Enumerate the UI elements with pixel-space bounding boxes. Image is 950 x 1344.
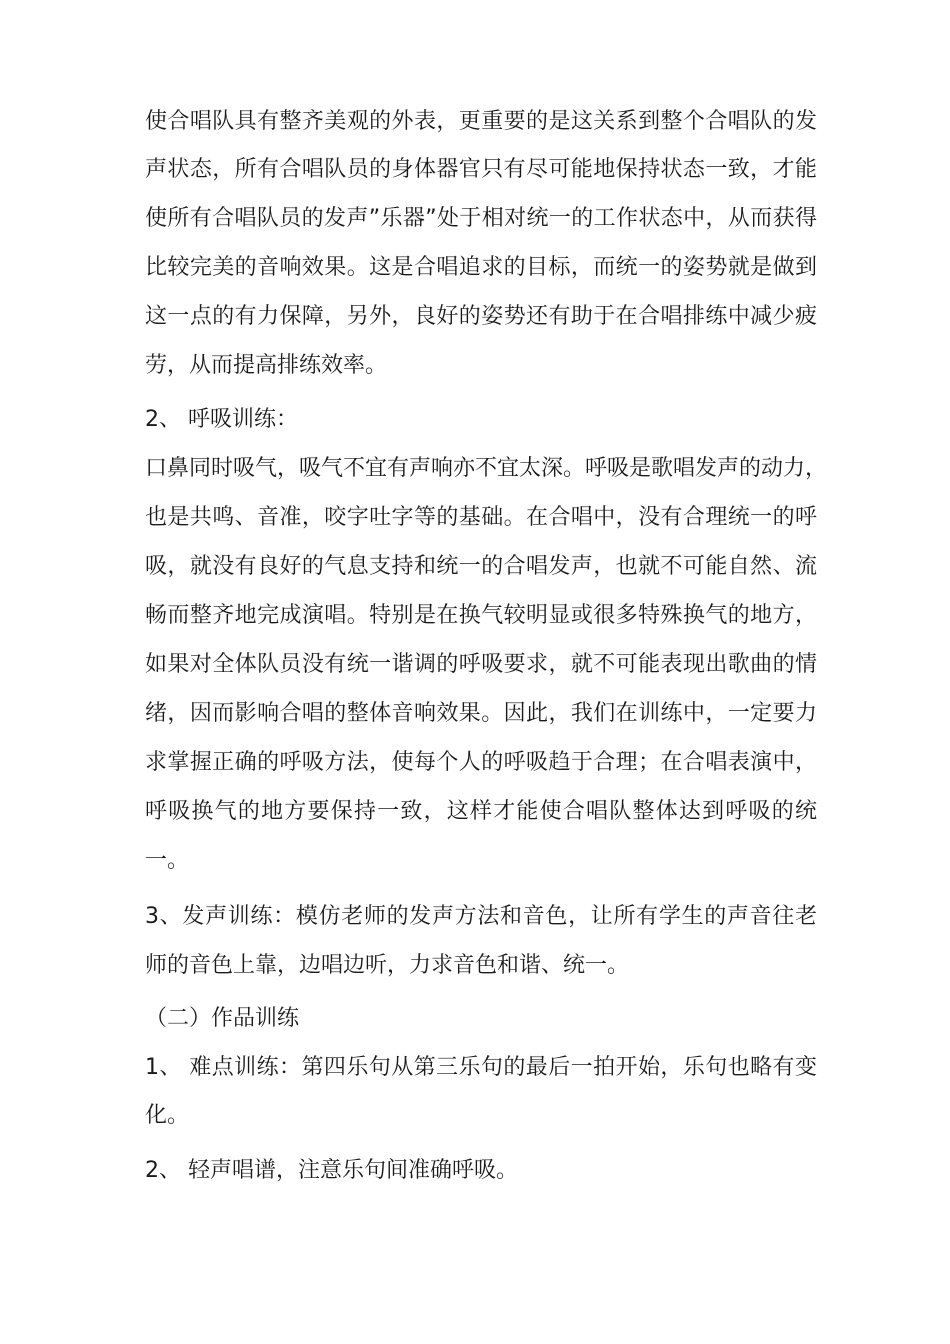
paragraph-line-8: 口鼻同时吸气，吸气不宜有声响亦不宜太深。呼吸是歌唱发声的动力， [145,456,828,481]
paragraph-line-10: 吸，就没有良好的气息支持和统一的合唱发声，也就不可能自然、流 [145,554,817,579]
paragraph-line-4: 比较完美的音响效果。这是合唱追求的目标，而统一的姿势就是做到 [145,255,817,280]
paragraph-line-5: 这一点的有力保障，另外，良好的姿势还有助于在合唱排练中减少疲 [145,304,817,329]
paragraph-line-2: 声状态，所有合唱队员的身体器官只有尽可能地保持状态一致，才能 [145,157,817,182]
section-heading-breathing: 2、 呼吸训练： [145,407,298,432]
list-item-1-continuation: 化。 [145,1103,190,1128]
paragraph-line-9: 也是共鸣、音准，咬字吐字等的基础。在合唱中，没有合理统一的呼 [145,505,817,530]
paragraph-line-6: 劳，从而提高排练效率。 [145,353,388,378]
list-item-2: 2、 轻声唱谱，注意乐句间准确呼吸。 [145,1158,518,1183]
paragraph-line-12: 如果对全体队员没有统一谐调的呼吸要求，就不可能表现出歌曲的情 [145,652,817,677]
section-heading-works: （二）作品训练 [145,1006,300,1031]
paragraph-line-1: 使合唱队具有整齐美观的外表，更重要的是这关系到整个合唱队的发 [145,109,817,134]
paragraph-line-16: 一。 [145,848,190,873]
paragraph-line-15: 呼吸换气的地方要保持一致，这样才能使合唱队整体达到呼吸的统 [145,799,817,824]
list-item-1: 1、 难点训练：第四乐句从第三乐句的最后一拍开始，乐句也略有变 [145,1055,817,1080]
section-heading-vocal: 3、发声训练：模仿老师的发声方法和音色，让所有学生的声音往老 [145,904,817,929]
paragraph-line-11: 畅而整齐地完成演唱。特别是在换气较明显或很多特殊换气的地方， [145,603,817,628]
paragraph-line-14: 求掌握正确的呼吸方法，使每个人的呼吸趋于合理；在合唱表演中， [145,750,817,775]
paragraph-line-3: 使所有合唱队员的发声”乐器”处于相对统一的工作状态中，从而获得 [145,206,817,231]
paragraph-line-13: 绪，因而影响合唱的整体音响效果。因此，我们在训练中，一定要力 [145,701,817,726]
paragraph-line-18: 师的音色上靠，边唱边听，力求音色和谐、统一。 [145,953,630,978]
